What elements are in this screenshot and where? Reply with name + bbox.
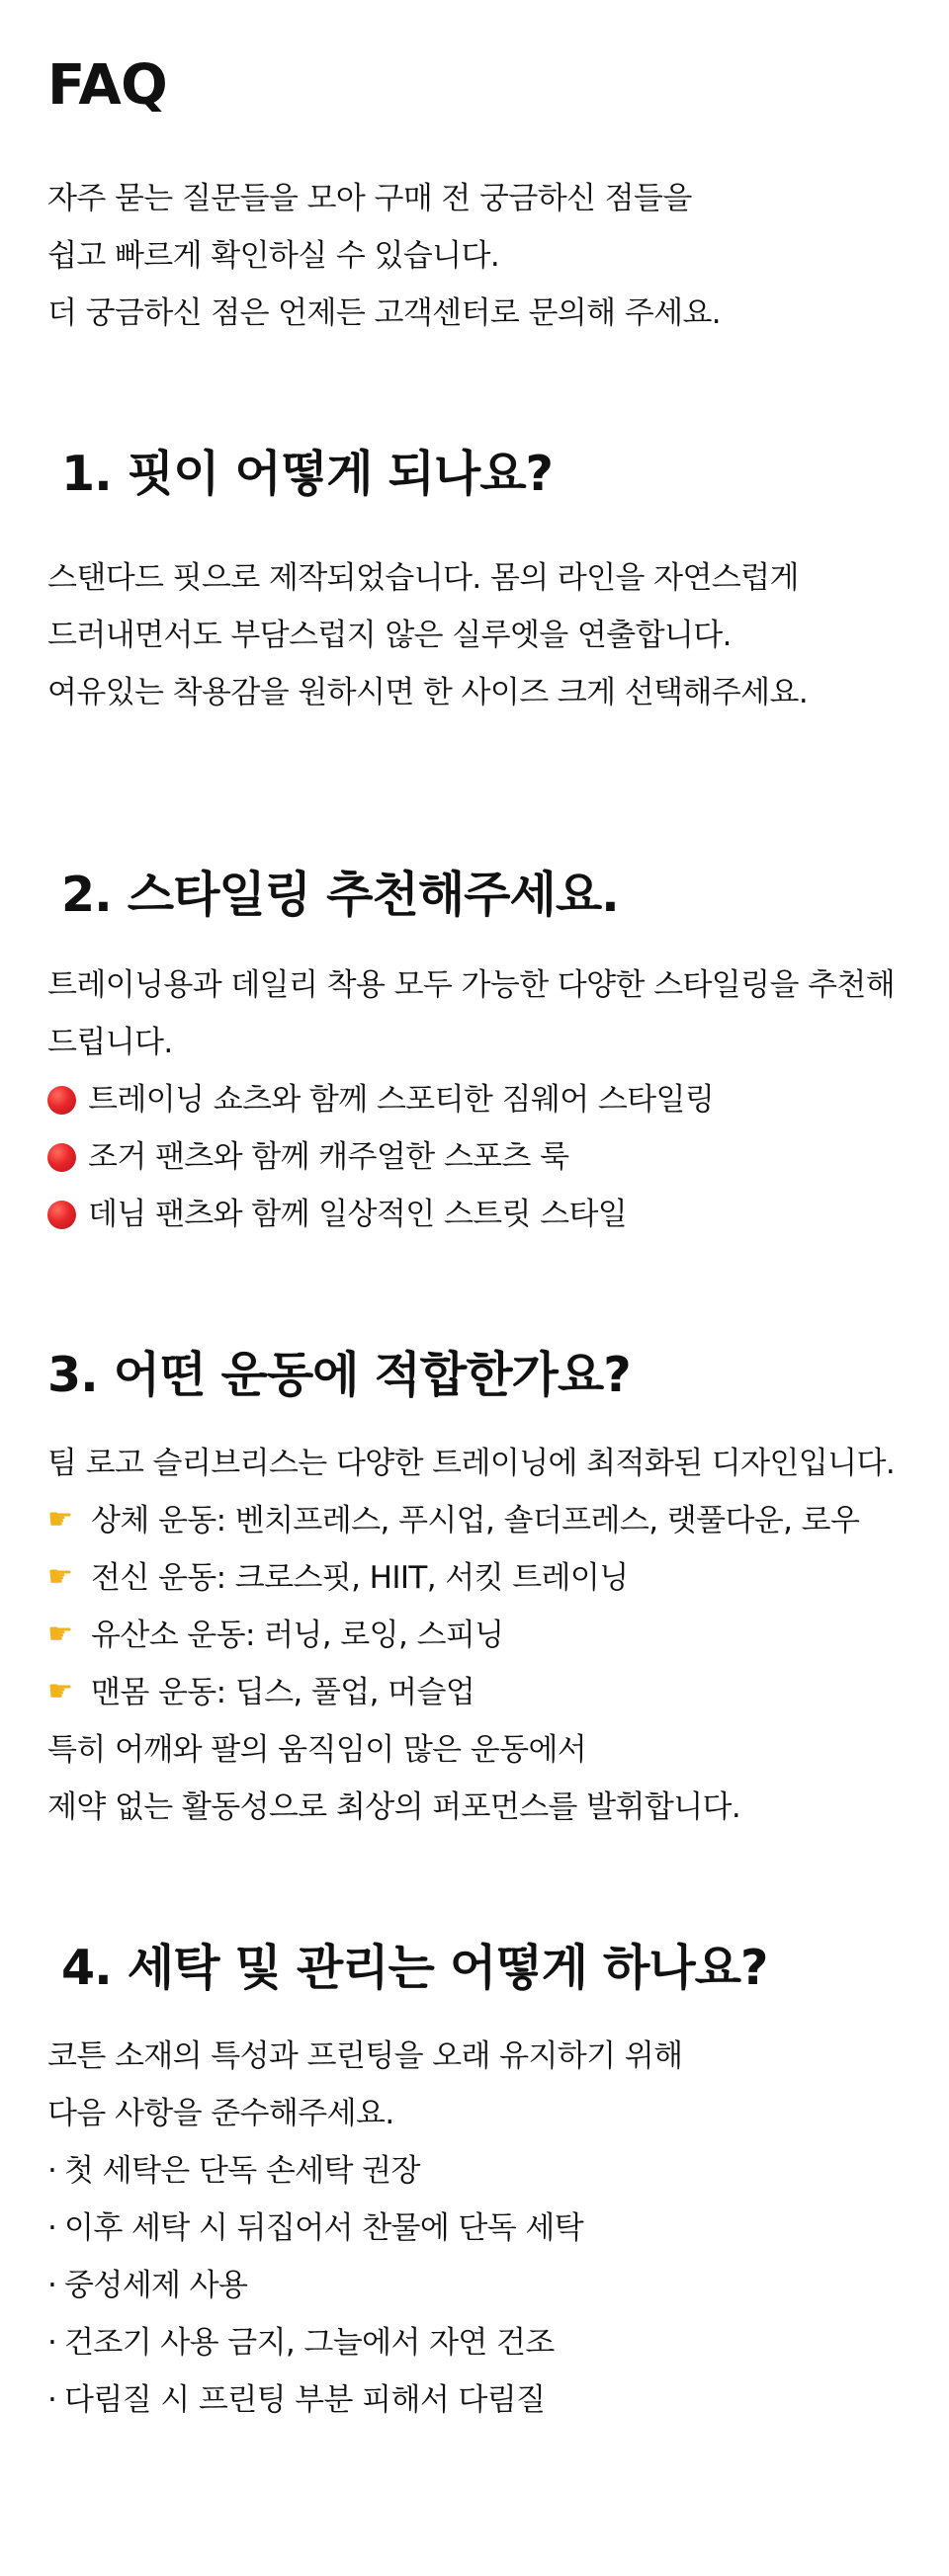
red-circle-icon [47, 1143, 76, 1172]
intro-line: 쉽고 빠르게 확인하실 수 있습니다. [47, 238, 500, 274]
workout-bullet [47, 1549, 907, 1607]
bullet-text: 맨몸 운동: 딥스, 풀업, 머슬업 [91, 1675, 475, 1710]
workout-bullet [47, 1664, 907, 1721]
answer-line: 제약 없는 활동성으로 최상의 퍼포먼스를 발휘합니다. [47, 1789, 741, 1825]
bullet-text: 조거 팬츠와 함께 캐주얼한 스포츠 룩 [88, 1139, 569, 1175]
faq-question-styling: 2. 스타일링 추천해주세요. [61, 867, 619, 923]
bullet-text: 다림질 시 프린팅 부분 피해서 다림질 [64, 2382, 546, 2418]
answer-line: 특히 어깨와 팔의 움직임이 많은 운동에서 [47, 1732, 587, 1768]
red-circle-icon [47, 1201, 76, 1229]
answer-line: 여유있는 착용감을 원하시면 한 사이즈 크게 선택해주세요. [47, 675, 809, 710]
bullet-text: 데님 팬츠와 함께 일상적인 스트릿 스타일 [88, 1197, 628, 1232]
intro-line: 자주 묻는 질문들을 모아 구매 전 궁금하신 점들을 [47, 181, 692, 216]
middle-dot-icon: · [47, 2325, 57, 2361]
pointing-hand-icon: ☛ [47, 1501, 73, 1536]
answer-line: 스탠다드 핏으로 제작되었습니다. 몸의 라인을 자연스럽게 [47, 560, 799, 596]
styling-bullet [47, 1128, 907, 1186]
care-bullet [47, 2200, 907, 2257]
middle-dot-icon: · [47, 2268, 57, 2303]
styling-bullet [47, 1071, 907, 1128]
answer-line: 코튼 소재의 특성과 프린팅을 오래 유지하기 위해 [47, 2038, 683, 2074]
care-bullet [47, 2314, 907, 2371]
bullet-text: 상체 운동: 벤치프레스, 푸시업, 숄더프레스, 랫풀다운, 로우 [91, 1503, 860, 1538]
bullet-text: 첫 세탁은 단독 손세탁 권장 [64, 2153, 420, 2189]
bullet-text: 전신 운동: 크로스핏, HIIT, 서킷 트레이닝 [91, 1560, 629, 1596]
care-bullet [47, 2371, 907, 2429]
answer-line: 다음 사항을 준수해주세요. [47, 2096, 394, 2131]
faq-answer-fit [47, 549, 907, 721]
styling-bullet [47, 1186, 907, 1243]
bullet-text: 중성세제 사용 [64, 2268, 248, 2303]
bullet-text: 이후 세탁 시 뒤집어서 찬물에 단독 세탁 [64, 2210, 584, 2246]
middle-dot-icon: · [47, 2210, 57, 2246]
workout-bullet [47, 1607, 907, 1664]
middle-dot-icon: · [47, 2382, 57, 2418]
faq-intro [47, 170, 907, 342]
pointing-hand-icon: ☛ [47, 1558, 73, 1593]
intro-line: 더 궁금하신 점은 언제든 고객센터로 문의해 주세요. [47, 295, 722, 331]
faq-answer-styling [47, 956, 907, 1243]
bullet-text: 유산소 운동: 러닝, 로잉, 스피닝 [91, 1618, 504, 1653]
care-bullet [47, 2142, 907, 2200]
pointing-hand-icon: ☛ [47, 1673, 73, 1707]
red-circle-icon [47, 1086, 76, 1115]
faq-question-fit: 1. 핏이 어떻게 되나요? [61, 446, 553, 502]
pointing-hand-icon: ☛ [47, 1616, 73, 1650]
page-title: FAQ [47, 53, 168, 118]
answer-line: 드러내면서도 부담스럽지 않은 실루엣을 연출합니다. [47, 618, 732, 653]
faq-question-workout: 3. 어떤 운동에 적합한가요? [47, 1347, 631, 1403]
care-bullet [47, 2257, 907, 2314]
faq-answer-workout [47, 1435, 907, 1836]
faq-answer-care [47, 2028, 907, 2429]
workout-bullet [47, 1492, 907, 1549]
middle-dot-icon: · [47, 2153, 57, 2189]
faq-question-care: 4. 세탁 및 관리는 어떻게 하나요? [61, 1940, 768, 1996]
bullet-text: 트레이닝 쇼츠와 함께 스포티한 짐웨어 스타일링 [88, 1082, 715, 1118]
answer-paragraph: 트레이닝용과 데일리 착용 모두 가능한 다양한 스타일링을 추천해 드립니다. [47, 967, 896, 1060]
answer-line: 팀 로고 슬리브리스는 다양한 트레이닝에 최적화된 디자인입니다. [47, 1446, 896, 1481]
bullet-text: 건조기 사용 금지, 그늘에서 자연 건조 [64, 2325, 555, 2361]
